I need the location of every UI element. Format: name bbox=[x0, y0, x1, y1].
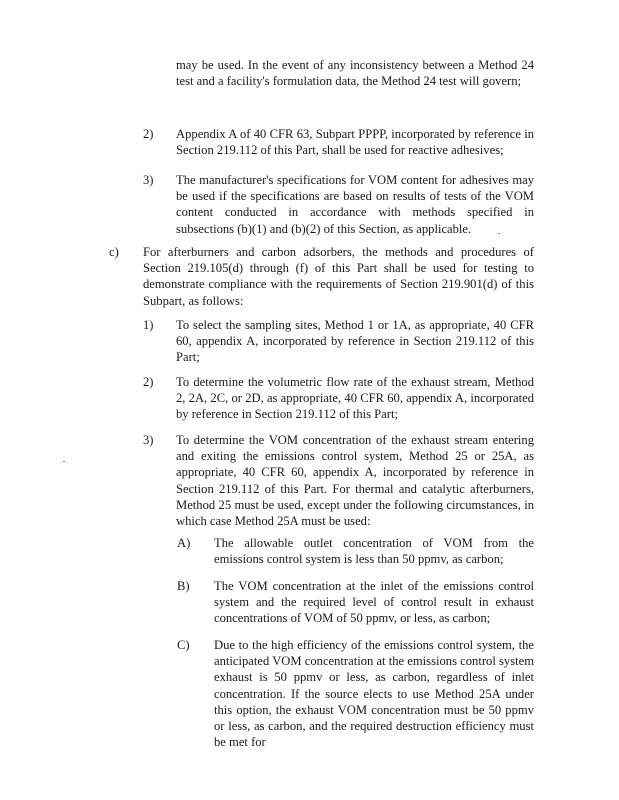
section-c-item-2-text: To determine the volumetric flow rate of the exhaust stream, Method 2, 2A, 2C, or 2D, as appropriate, 40 CFR 60, appendix A, incorporated by reference in Section 219.112 of this Part; bbox=[176, 375, 534, 422]
continuation-paragraph: may be used. In the event of any inconsistency between a Method 24 test and a facility's formulation data, the Method 24 test will govern; bbox=[176, 58, 534, 89]
section-c-text: For afterburners and carbon adsorbers, the methods and procedures of Section 219.105(d) through (f) of this Part shall be used for testing to demonstrate compliance with the requirements of Section 219.901(d) of this Subpart, as follows: bbox=[143, 245, 534, 308]
section-c-item-3-label: 3) bbox=[143, 433, 154, 447]
subitem-b-label: B) bbox=[177, 579, 190, 593]
section-c-item-1-label: 1) bbox=[143, 318, 154, 332]
item-2-text: Appendix A of 40 CFR 63, Subpart PPPP, incorporated by reference in Section 219.112 of this Part, shall be used for reactive adhesives; bbox=[176, 127, 534, 158]
section-c-item-1-text: To select the sampling sites, Method 1 or 1A, as appropriate, 40 CFR 60, appendix A, incorporated by reference in Section 219.112 of this Part; bbox=[176, 318, 534, 365]
subitem-a-text: The allowable outlet concentration of VOM from the emissions control system is less than 50 ppmv, as carbon; bbox=[214, 536, 534, 567]
subitem-b-text: The VOM concentration at the inlet of the emissions control system and the required level of control result in exhaust concentrations of VOM of 50 ppmv, or less, as carbon; bbox=[214, 579, 534, 626]
scan-speck bbox=[498, 233, 500, 234]
subitem-c-label: C) bbox=[177, 638, 190, 652]
section-c-item-3-text: To determine the VOM concentration of the exhaust stream entering and exiting the emissions control system, Method 25 or 25A, as appropriate, 40 CFR 60, appendix A, incorporated by reference in Section 219.112 of this Part. For thermal and catalytic afterburners, Method 25 must be used, except under the following circumstances, in which case Method 25A must be used: bbox=[176, 433, 534, 529]
item-3-text: The manufacturer's specifications for VOM content for adhesives may be used if the specifications are based on results of tests of the VOM content conducted in accordance with methods specified in subsections (b)(1) and (b)(2) of this Section, as applicable. bbox=[176, 173, 534, 236]
scan-speck bbox=[63, 461, 65, 462]
subitem-a-label: A) bbox=[177, 536, 191, 550]
item-3-label: 3) bbox=[143, 173, 154, 187]
subitem-c-text: Due to the high efficiency of the emissions control system, the anticipated VOM concentration at the emissions control system exhaust is 50 ppmv or less, as carbon, regardless of inlet concentration. If the source elects to use Method 25A under this option, the exhaust VOM concentration must be 50 ppmv or less, as carbon, and the required destruction efficiency must be met for bbox=[214, 638, 534, 750]
section-c-item-2-label: 2) bbox=[143, 375, 154, 389]
item-2-label: 2) bbox=[143, 127, 154, 141]
section-c-label: c) bbox=[109, 245, 119, 259]
